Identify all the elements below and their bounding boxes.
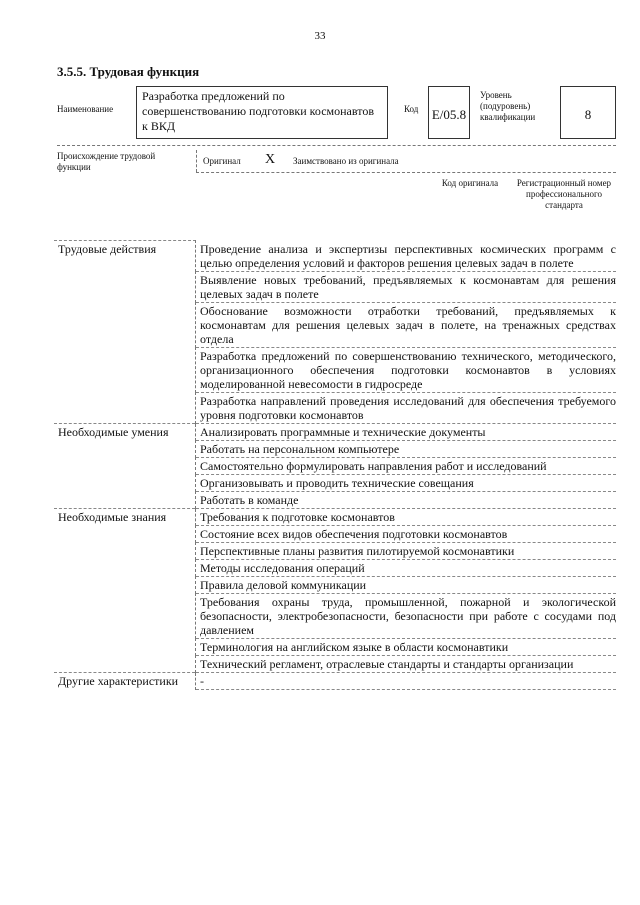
name-label: Наименование — [57, 104, 114, 114]
table-row — [54, 508, 616, 525]
origin-label: Происхождение трудовой функции — [57, 151, 156, 172]
name-value: Разработка предложений по совершенствованию подготовки космонавтов к ВКД — [136, 86, 388, 139]
section-item: Состояние всех видов обеспечения подготовки космонавтов — [196, 525, 617, 542]
origin-mark: X — [265, 152, 276, 167]
section-label: Трудовые действия — [54, 241, 196, 424]
origin-reg-number: Регистрационный номер профессионального стандарта — [516, 178, 612, 210]
section-label: Необходимые знания — [54, 508, 196, 672]
section-item: Перспективные планы развития пилотируемой космонавтики — [196, 542, 617, 559]
level-value: 8 — [560, 86, 616, 139]
origin-borrowed: Заимствовано из оригинала — [293, 156, 399, 166]
section-item: Работать на персональном компьютере — [196, 440, 617, 457]
section-item: Технический регламент, отраслевые стандарты и стандарты организации — [196, 655, 617, 672]
table-row — [54, 672, 616, 689]
section-item: Анализировать программные и технические документы — [196, 423, 617, 440]
section-item: Методы исследования операций — [196, 559, 617, 576]
level-label: Уровень (подуровень) квалификации — [480, 90, 536, 122]
section-item: Требования к подготовке космонавтов — [196, 508, 617, 525]
section-item: Организовывать и проводить технические совещания — [196, 474, 617, 491]
section-item: Правила деловой коммуникации — [196, 576, 617, 593]
section-item: Обоснование возможности отработки требований, предъявляемых к космонавтам для решения целевых задач в полете, на тренажных средствах отдела — [196, 302, 617, 347]
section-item: Разработка предложений по совершенствованию технического, методического, организационного обеспечения подготовки космонавтов в условиях моделированной невесомости в гидросреде — [196, 347, 617, 392]
section-item: Работать в команде — [196, 491, 617, 508]
section-title: 3.5.5. Трудовая функция — [57, 64, 200, 79]
code-value: E/05.8 — [428, 86, 470, 139]
section-item: Проведение анализа и экспертизы перспективных космических программ с целью определения условий и факторов решения целевых задач в полете — [196, 241, 617, 272]
section-item: Разработка направлений проведения исследований для обеспечения требуемого уровня подготовки космонавтов — [196, 392, 617, 423]
section-item: Терминология на английском языке в области космонавтики — [196, 638, 617, 655]
section-item: Требования охраны труда, промышленной, пожарной и экологической безопасности, электробезопасности, безопасности при работе с сосудами под давлением — [196, 593, 617, 638]
origin-original: Оригинал — [203, 156, 241, 166]
section-item: Самостоятельно формулировать направления работ и исследований — [196, 457, 617, 474]
section-label: Другие характеристики — [54, 672, 196, 689]
function-table — [54, 240, 616, 690]
section-item: - — [196, 672, 617, 689]
table-row — [54, 423, 616, 440]
page-number: 33 — [314, 30, 326, 42]
section-item: Выявление новых требований, предъявляемых к космонавтам для решения целевых задач в полете — [196, 271, 617, 302]
origin-code: Код оригинала — [441, 178, 499, 188]
code-label: Код — [404, 104, 419, 114]
table-row — [54, 241, 616, 272]
section-label: Необходимые умения — [54, 423, 196, 508]
